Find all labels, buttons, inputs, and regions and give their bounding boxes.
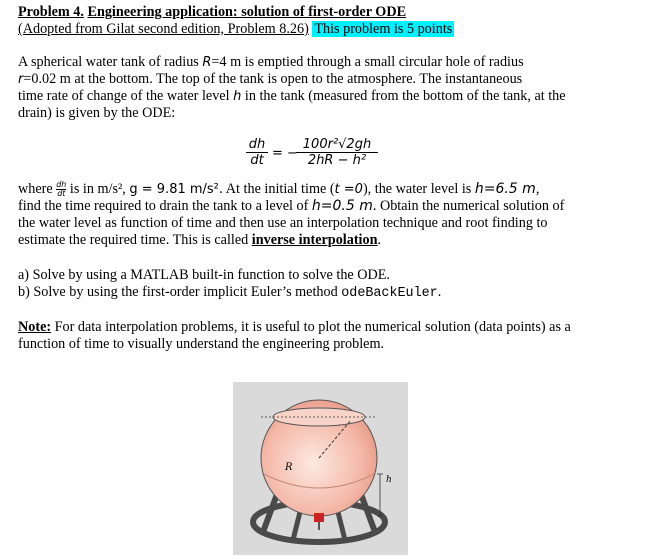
intro-text: time rate of change of the water level	[18, 88, 234, 104]
intro-text: in the tank (measured from the bottom of the tank, at the	[241, 88, 566, 104]
drain-valve	[314, 513, 324, 522]
ode-lhs	[246, 137, 268, 168]
points-highlight: This problem is 5 points	[314, 21, 453, 37]
problem-number: Problem 4.	[18, 4, 84, 20]
body-text: ), the water level is	[362, 181, 475, 197]
radius-value: =4 m	[211, 54, 242, 70]
inline-frac-den: dt	[57, 189, 66, 199]
var-R: R	[202, 55, 212, 70]
problem-document	[18, 4, 638, 122]
h-label: h	[386, 475, 392, 485]
problem-heading	[18, 4, 638, 21]
body-paragraph	[18, 181, 638, 353]
lhs-numerator: dh	[248, 137, 266, 152]
body-text: . Obtain the numerical solution of	[372, 198, 565, 215]
ode-rhs	[296, 137, 378, 168]
problem-title: Engineering application: solution of first-order ODE	[87, 4, 407, 20]
body-text: is in m/s²,	[66, 181, 130, 197]
rhs-numerator: 100r²√2gh	[302, 137, 372, 152]
task-b-end: .	[437, 284, 442, 301]
intro-text: at the bottom. The top of the tank is open to the atmosphere. The instantaneous	[70, 71, 523, 87]
body-line	[18, 181, 638, 249]
problem-subtitle-line	[18, 21, 638, 38]
problem-source: (Adopted from Gilat second edition, Problem 8.26)	[18, 21, 309, 37]
note-text: function of time to visually understand the engineering problem.	[18, 336, 385, 353]
inverse-interpolation-term: inverse interpolation	[251, 232, 378, 249]
intro-text: drain) is given by the ODE:	[18, 105, 176, 121]
task-item-b	[18, 284, 638, 302]
tank-illustration	[233, 382, 408, 555]
var-r: r	[18, 72, 24, 87]
function-name-code: odeBackEuler	[341, 286, 438, 302]
body-text: estimate the required time. This is called	[18, 232, 252, 249]
rhs-denominator: 2hR − h²	[296, 152, 378, 168]
note-text: For data interpolation problems, it is useful to plot the numerical solution (data points) as a	[51, 319, 571, 336]
gravity-value: g = 9.81 m/s².	[129, 182, 224, 197]
note-paragraph	[18, 319, 638, 353]
note-label: Note:	[18, 319, 52, 336]
body-text: At the initial time (	[223, 181, 335, 197]
equals-minus: = −	[272, 146, 298, 161]
intro-paragraph	[18, 54, 638, 122]
tank-figure	[233, 382, 408, 555]
var-h: h	[233, 89, 242, 104]
task-item-a: a) Solve by using a MATLAB built-in function to solve the ODE.	[18, 267, 390, 284]
lhs-denominator: dt	[246, 152, 268, 168]
inline-frac-num: dh	[56, 180, 67, 190]
initial-time: t =0	[334, 182, 363, 197]
body-text: find the time required to drain the tank to a level of	[18, 198, 312, 215]
task-b-text: b) Solve by using the first-order implicit Euler’s method	[18, 284, 342, 301]
body-text: the water level as function of time and then use an interpolation technique and root finding to	[18, 215, 548, 232]
target-level: h=0.5 m	[311, 198, 373, 215]
intro-text: A spherical water tank of radius	[18, 54, 203, 70]
R-label: R	[285, 462, 293, 473]
inline-fraction	[56, 181, 66, 198]
intro-text: is emptied through a small circular hole of radius	[241, 54, 524, 70]
hole-radius-value: =0.02 m	[23, 71, 71, 87]
body-text: ,	[535, 181, 540, 197]
initial-level: h=6.5 m	[474, 181, 536, 197]
body-text: .	[377, 232, 382, 249]
body-text: where	[18, 181, 57, 197]
